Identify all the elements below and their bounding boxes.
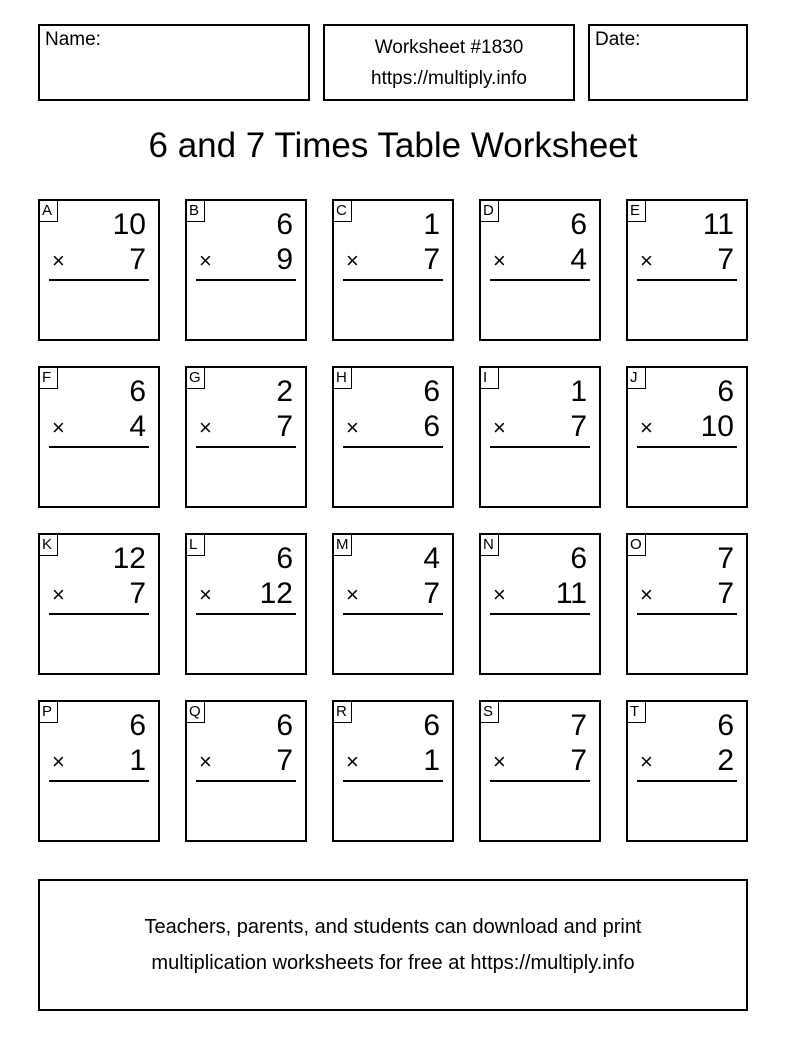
problem-card [479, 700, 601, 842]
problem-bottom-number: 1 [129, 744, 146, 777]
multiply-sign: × [640, 749, 653, 774]
problem-top-number: 1 [423, 208, 440, 241]
problem-letter: K [38, 533, 58, 556]
answer-line [490, 613, 590, 615]
multiply-sign: × [493, 749, 506, 774]
answer-line [637, 279, 737, 281]
footer-line-1: Teachers, parents, and students can download and print [144, 916, 642, 938]
footer-box [38, 879, 748, 1011]
problem-bottom-number: 7 [423, 577, 440, 610]
problem-top-number: 6 [276, 542, 293, 575]
answer-line [343, 279, 443, 281]
problem-top-number: 6 [717, 709, 734, 742]
answer-line [49, 613, 149, 615]
problem-bottom-number: 10 [700, 410, 734, 443]
problem-top-number: 6 [570, 542, 587, 575]
problem-top-number: 7 [717, 542, 734, 575]
multiply-sign: × [199, 415, 212, 440]
problem-letter: G [185, 366, 205, 389]
problem-top-number: 10 [112, 208, 146, 241]
multiply-sign: × [493, 415, 506, 440]
problem-bottom-number: 7 [717, 577, 734, 610]
multiply-sign: × [640, 582, 653, 607]
answer-line [490, 279, 590, 281]
problem-top-number: 4 [423, 542, 440, 575]
problem-letter: B [185, 199, 205, 222]
worksheet-number: Worksheet #1830 [374, 37, 524, 58]
problem-bottom-number: 1 [423, 744, 440, 777]
multiply-sign: × [52, 415, 65, 440]
problem-bottom-number: 7 [570, 744, 587, 777]
problem-card [38, 533, 160, 675]
problem-bottom-number: 6 [423, 410, 440, 443]
answer-line [343, 446, 443, 448]
name-box [38, 24, 310, 101]
answer-line [343, 613, 443, 615]
problem-top-number: 6 [276, 208, 293, 241]
problem-letter: M [332, 533, 352, 556]
answer-line [490, 780, 590, 782]
answer-line [637, 780, 737, 782]
date-label: Date: [595, 29, 641, 50]
problem-bottom-number: 2 [717, 744, 734, 777]
multiply-sign: × [52, 749, 65, 774]
problem-bottom-number: 12 [259, 577, 293, 610]
problem-card [479, 199, 601, 341]
multiply-sign: × [640, 415, 653, 440]
problem-bottom-number: 7 [570, 410, 587, 443]
multiply-sign: × [199, 749, 212, 774]
problem-letter: N [479, 533, 499, 556]
problem-top-number: 6 [129, 709, 146, 742]
date-box [588, 24, 748, 101]
page-title: 6 and 7 Times Table Worksheet [148, 126, 638, 165]
problem-letter: F [38, 366, 58, 389]
name-label: Name: [45, 29, 101, 50]
problem-card [38, 366, 160, 508]
problem-letter: R [332, 700, 352, 723]
problem-bottom-number: 7 [276, 410, 293, 443]
worksheet-info-box [323, 24, 575, 101]
worksheet-url: https://multiply.info [371, 68, 527, 89]
problem-top-number: 7 [570, 709, 587, 742]
problem-top-number: 6 [423, 709, 440, 742]
answer-line [196, 780, 296, 782]
problem-card [38, 700, 160, 842]
problem-card [626, 533, 748, 675]
multiply-sign: × [199, 248, 212, 273]
problem-letter: O [626, 533, 646, 556]
problem-top-number: 1 [570, 375, 587, 408]
problem-top-number: 6 [717, 375, 734, 408]
problem-card [479, 366, 601, 508]
multiply-sign: × [493, 582, 506, 607]
multiply-sign: × [52, 582, 65, 607]
problem-top-number: 6 [129, 375, 146, 408]
answer-line [49, 279, 149, 281]
problem-card [332, 199, 454, 341]
problem-letter: A [38, 199, 58, 222]
answer-line [637, 613, 737, 615]
problem-bottom-number: 4 [129, 410, 146, 443]
problem-bottom-number: 11 [555, 577, 587, 610]
multiply-sign: × [52, 248, 65, 273]
problem-card [332, 366, 454, 508]
problem-card [332, 533, 454, 675]
problem-top-number: 6 [423, 375, 440, 408]
answer-line [343, 780, 443, 782]
problem-letter: L [185, 533, 205, 556]
multiply-sign: × [346, 248, 359, 273]
multiply-sign: × [346, 749, 359, 774]
problem-letter: E [626, 199, 646, 222]
answer-line [196, 279, 296, 281]
problem-letter: H [332, 366, 352, 389]
problem-top-number: 6 [276, 709, 293, 742]
problem-card [185, 700, 307, 842]
problem-bottom-number: 9 [276, 243, 293, 276]
problem-top-number: 6 [570, 208, 587, 241]
problem-bottom-number: 7 [129, 243, 146, 276]
multiply-sign: × [199, 582, 212, 607]
answer-line [637, 446, 737, 448]
problem-top-number: 11 [702, 208, 734, 241]
problem-letter: S [479, 700, 499, 723]
problem-bottom-number: 7 [423, 243, 440, 276]
answer-line [196, 613, 296, 615]
answer-line [196, 446, 296, 448]
problem-card [626, 199, 748, 341]
problem-card [479, 533, 601, 675]
answer-line [49, 446, 149, 448]
multiply-sign: × [640, 248, 653, 273]
problem-letter: P [38, 700, 58, 723]
problem-card [185, 533, 307, 675]
problem-letter: T [626, 700, 646, 723]
problem-bottom-number: 7 [276, 744, 293, 777]
problem-letter: Q [185, 700, 205, 723]
problem-card [332, 700, 454, 842]
problem-letter: I [479, 366, 499, 389]
problem-card [38, 199, 160, 341]
answer-line [49, 780, 149, 782]
problem-letter: D [479, 199, 499, 222]
answer-line [490, 446, 590, 448]
problem-top-number: 2 [276, 375, 293, 408]
multiply-sign: × [346, 582, 359, 607]
problem-card [626, 366, 748, 508]
problem-letter: J [626, 366, 646, 389]
problem-bottom-number: 7 [129, 577, 146, 610]
problem-card [185, 366, 307, 508]
footer-line-2: multiplication worksheets for free at https://multiply.info [151, 952, 635, 974]
problem-card [626, 700, 748, 842]
problem-letter: C [332, 199, 352, 222]
problem-bottom-number: 7 [717, 243, 734, 276]
problem-bottom-number: 4 [570, 243, 587, 276]
problem-top-number: 12 [112, 542, 146, 575]
multiply-sign: × [346, 415, 359, 440]
problem-card [185, 199, 307, 341]
multiply-sign: × [493, 248, 506, 273]
